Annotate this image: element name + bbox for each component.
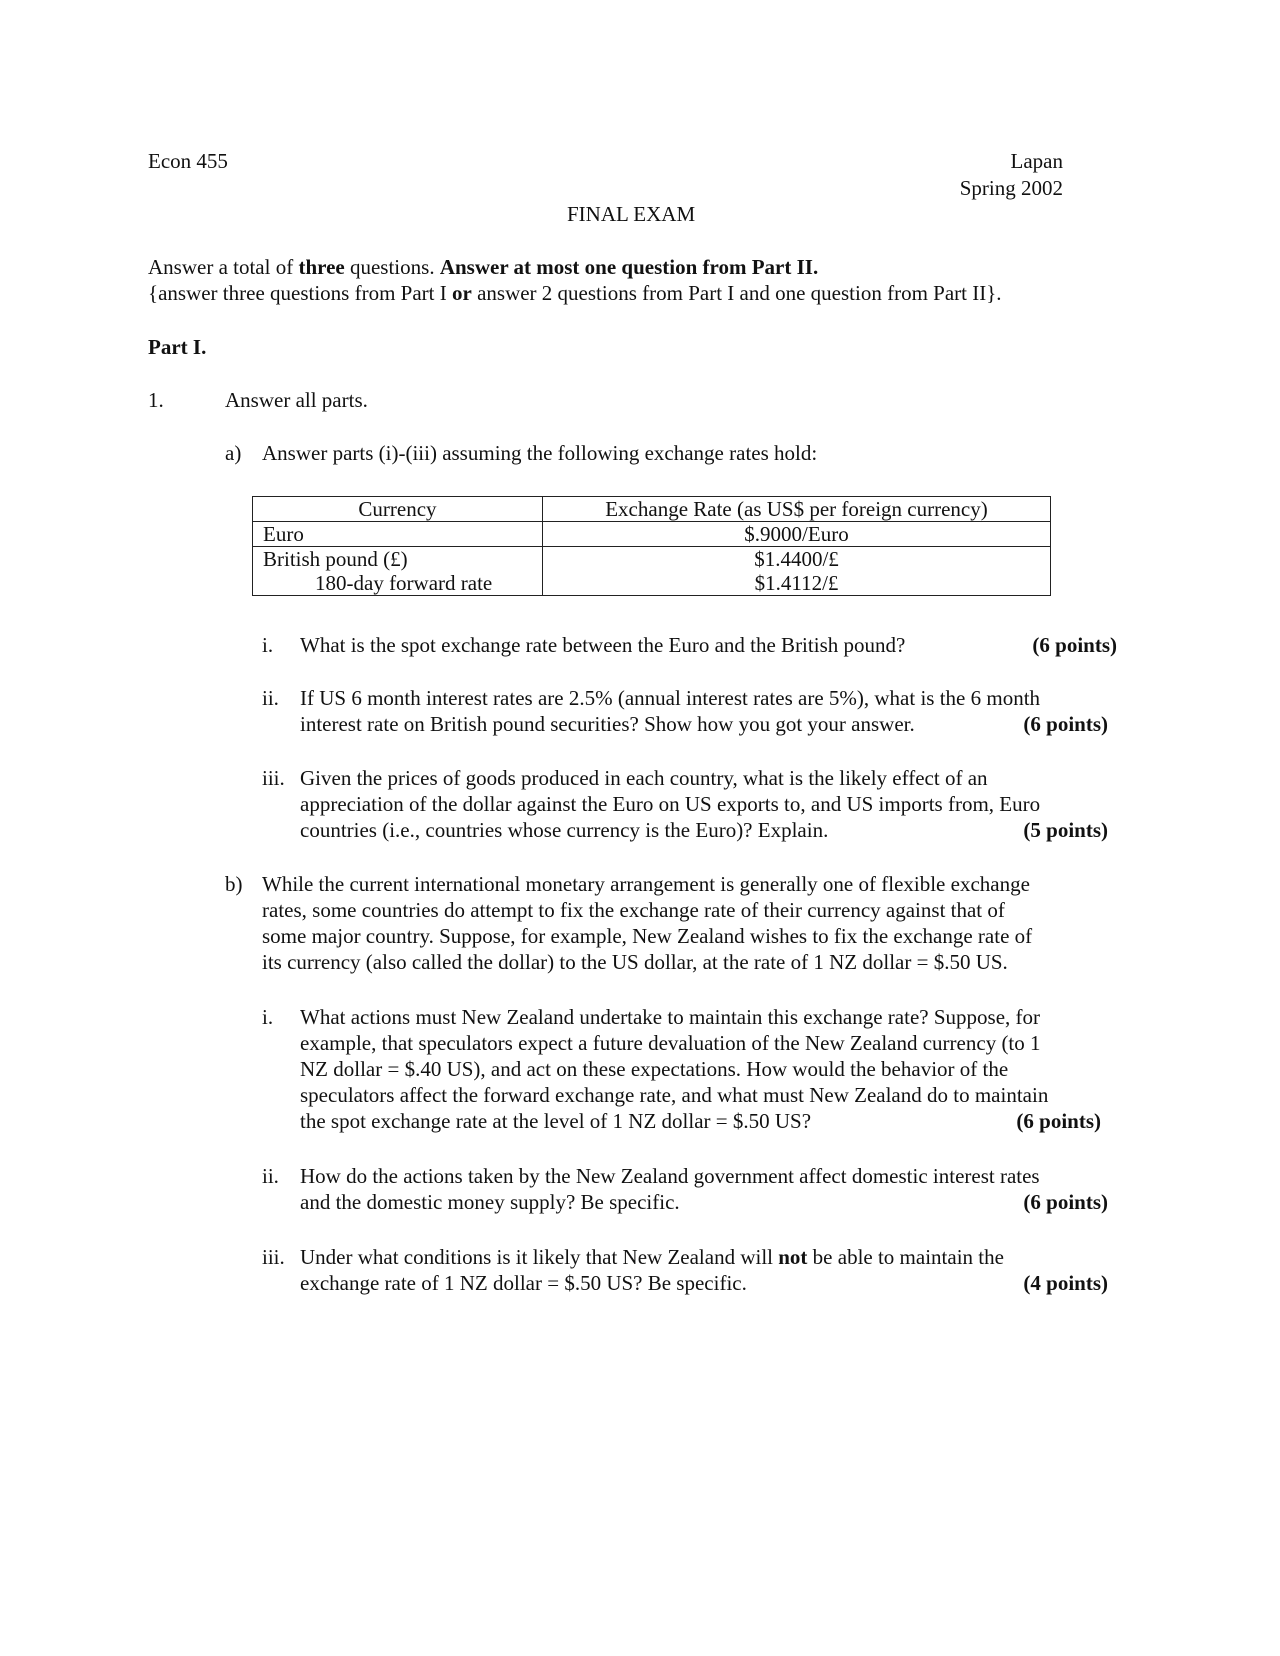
- table-row: [253, 522, 1051, 547]
- course-name: Econ 455: [148, 149, 228, 173]
- subq-points: (6 points): [1016, 1109, 1101, 1133]
- subq-text: and the domestic money supply? Be specific.: [300, 1190, 680, 1214]
- subq-text: Given the prices of goods produced in each country, what is the likely effect of an: [300, 766, 988, 790]
- table-row: [253, 571, 1051, 596]
- table-cell: Euro: [253, 522, 543, 547]
- question-number: 1.: [148, 388, 164, 412]
- subq-number: i.: [262, 1005, 274, 1029]
- subq-points: (6 points): [1032, 633, 1117, 657]
- subq-points: (6 points): [1023, 712, 1108, 736]
- table-header-cell: Currency: [253, 497, 543, 522]
- exam-term: Spring 2002: [959, 176, 1063, 200]
- table-cell: 180-day forward rate: [253, 571, 543, 596]
- instructions-line-2: {answer three questions from Part I or answer 2 questions from Part I and one question from Part II}.: [148, 281, 1002, 305]
- table-cell: $1.4400/£: [543, 547, 1051, 572]
- subq-number: ii.: [262, 1164, 279, 1188]
- part-b-label: b): [225, 872, 243, 896]
- exam-title: FINAL EXAM: [567, 202, 696, 226]
- part-a-text: Answer parts (i)-(iii) assuming the following exchange rates hold:: [262, 441, 818, 465]
- part-b-text: some major country. Suppose, for example, New Zealand wishes to fix the exchange rate of: [262, 924, 1033, 948]
- subq-points: (6 points): [1023, 1190, 1108, 1214]
- subq-text: What is the spot exchange rate between the Euro and the British pound?: [300, 633, 906, 657]
- subq-number: i.: [262, 633, 274, 657]
- subq-text: What actions must New Zealand undertake to maintain this exchange rate? Suppose, for: [300, 1005, 1041, 1029]
- subq-text: interest rate on British pound securities? Show how you got your answer.: [300, 712, 915, 736]
- subq-text: countries (i.e., countries whose currency is the Euro)? Explain.: [300, 818, 829, 842]
- instructor-name: Lapan: [1010, 149, 1063, 173]
- part-b-text: its currency (also called the dollar) to the US dollar, at the rate of 1 NZ dollar = $.50 US.: [262, 950, 1008, 974]
- part-a-label: a): [225, 441, 242, 465]
- table-cell: British pound (£): [253, 547, 543, 572]
- subq-number: iii.: [262, 766, 285, 790]
- subq-text: exchange rate of 1 NZ dollar = $.50 US? Be specific.: [300, 1271, 747, 1295]
- subq-points: (5 points): [1023, 818, 1108, 842]
- part-b-text: While the current international monetary arrangement is generally one of flexible exchange: [262, 872, 1030, 896]
- subq-text: the spot exchange rate at the level of 1 NZ dollar = $.50 US?: [300, 1109, 812, 1133]
- subq-points: (4 points): [1023, 1271, 1108, 1295]
- subq-number: ii.: [262, 686, 279, 710]
- table-row: [253, 547, 1051, 572]
- question-intro: Answer all parts.: [225, 388, 368, 412]
- subq-number: iii.: [262, 1245, 285, 1269]
- table-header-row: [253, 497, 1051, 522]
- exchange-rate-table: [252, 496, 1051, 596]
- table-header-cell: Exchange Rate (as US$ per foreign currency): [543, 497, 1051, 522]
- part-heading: Part I.: [148, 335, 207, 359]
- subq-text: speculators affect the forward exchange rate, and what must New Zealand do to maintain: [300, 1083, 1049, 1107]
- subq-text: How do the actions taken by the New Zealand government affect domestic interest rates: [300, 1164, 1040, 1188]
- subq-text: example, that speculators expect a future devaluation of the New Zealand currency (to 1: [300, 1031, 1041, 1055]
- subq-text: Under what conditions is it likely that New Zealand will not be able to maintain the: [300, 1245, 1004, 1269]
- part-b-text: rates, some countries do attempt to fix the exchange rate of their currency against that of: [262, 898, 1005, 922]
- subq-text: appreciation of the dollar against the Euro on US exports to, and US imports from, Euro: [300, 792, 1041, 816]
- table-cell: $1.4112/£: [543, 571, 1051, 596]
- subq-text: If US 6 month interest rates are 2.5% (annual interest rates are 5%), what is the 6 month: [300, 686, 1041, 710]
- table-cell: $.9000/Euro: [543, 522, 1051, 547]
- subq-text: NZ dollar = $.40 US), and act on these expectations. How would the behavior of the: [300, 1057, 1009, 1081]
- instructions-line-1: Answer a total of three questions. Answer at most one question from Part II.: [148, 255, 819, 279]
